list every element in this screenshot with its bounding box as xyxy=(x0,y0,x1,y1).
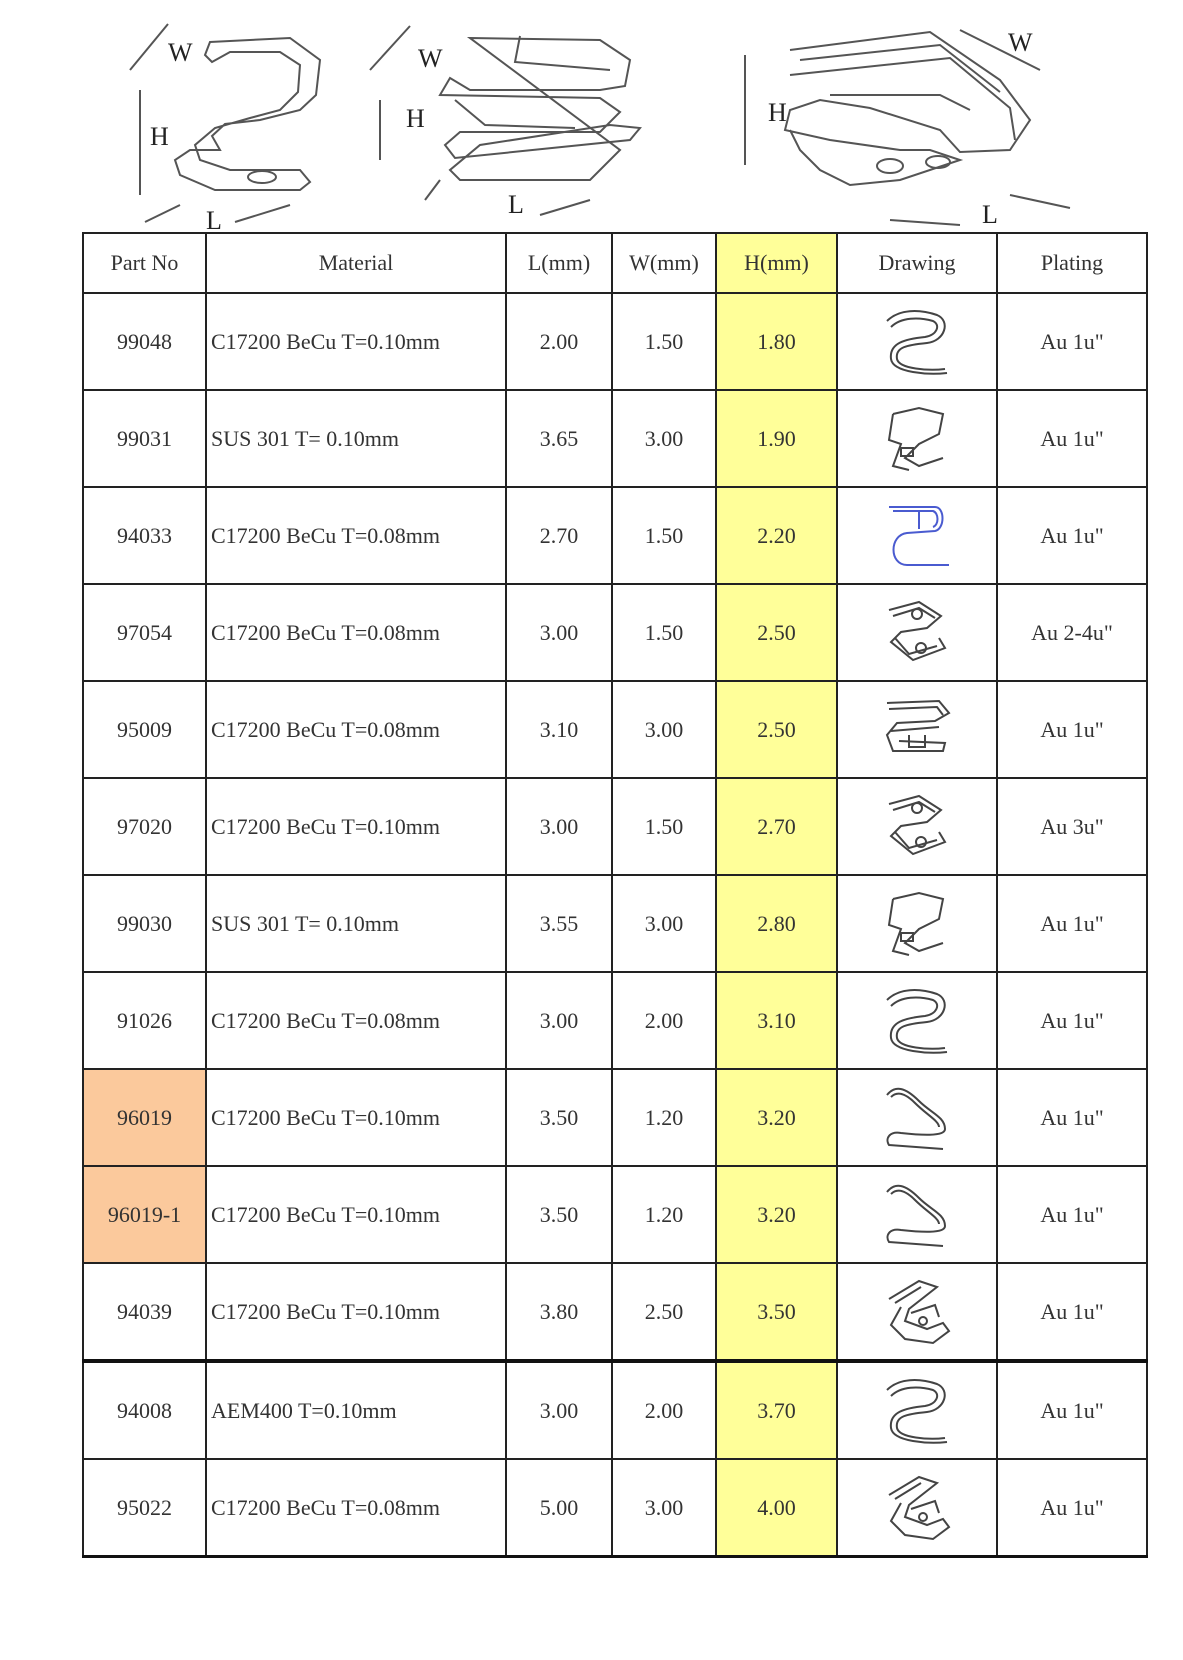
l-dimension-line-left xyxy=(145,205,180,222)
blue-s-spring-icon xyxy=(879,501,955,571)
width-cell: 1.50 xyxy=(612,584,716,681)
material-cell: C17200 BeCu T=0.08mm xyxy=(206,584,506,681)
dimension-diagram-art xyxy=(0,0,1183,230)
length-cell: 2.70 xyxy=(506,487,612,584)
length-cell: 3.00 xyxy=(506,778,612,875)
width-cell: 1.50 xyxy=(612,778,716,875)
part-no-cell: 96019 xyxy=(83,1069,206,1166)
wide-spring-icon xyxy=(879,695,955,765)
drawing-cell xyxy=(837,778,997,875)
table-header-row xyxy=(83,233,1147,293)
drawing-cell xyxy=(837,972,997,1069)
part-no-cell: 94008 xyxy=(83,1361,206,1459)
height-cell: 2.70 xyxy=(716,778,837,875)
drawing-cell xyxy=(837,390,997,487)
table-row xyxy=(83,972,1147,1069)
plating-cell: Au 1u" xyxy=(997,1263,1147,1361)
length-cell: 2.00 xyxy=(506,293,612,390)
clip-spring-icon xyxy=(879,889,955,959)
material-cell: SUS 301 T= 0.10mm xyxy=(206,390,506,487)
height-cell: 2.50 xyxy=(716,584,837,681)
plating-cell: Au 1u" xyxy=(997,875,1147,972)
part-no-cell: 94039 xyxy=(83,1263,206,1361)
diagram-3-h-label: H xyxy=(768,98,787,127)
material-cell: C17200 BeCu T=0.08mm xyxy=(206,972,506,1069)
l2-dimension-line-left xyxy=(425,180,440,200)
height-cell: 3.20 xyxy=(716,1069,837,1166)
table-row xyxy=(83,1361,1147,1459)
material-cell: C17200 BeCu T=0.08mm xyxy=(206,1459,506,1557)
tall-spring-icon xyxy=(879,1277,955,1347)
drawing-cell xyxy=(837,875,997,972)
s-spring-hole xyxy=(248,171,276,183)
part-no-cell: 96019-1 xyxy=(83,1166,206,1263)
width-cell: 2.00 xyxy=(612,972,716,1069)
table-row xyxy=(83,487,1147,584)
col-header-drawing: Drawing xyxy=(837,233,997,293)
length-cell: 3.00 xyxy=(506,1361,612,1459)
part-no-cell: 91026 xyxy=(83,972,206,1069)
width-cell: 2.00 xyxy=(612,1361,716,1459)
part-no-cell: 99030 xyxy=(83,875,206,972)
material-cell: C17200 BeCu T=0.10mm xyxy=(206,778,506,875)
length-cell: 3.50 xyxy=(506,1166,612,1263)
width-cell: 1.20 xyxy=(612,1166,716,1263)
col-header-part-no: Part No xyxy=(83,233,206,293)
table-row xyxy=(83,1459,1147,1557)
table-row xyxy=(83,875,1147,972)
box-spring-inner xyxy=(455,36,610,128)
material-cell: AEM400 T=0.10mm xyxy=(206,1361,506,1459)
width-cell: 3.00 xyxy=(612,681,716,778)
col-header-material: Material xyxy=(206,233,506,293)
height-cell: 4.00 xyxy=(716,1459,837,1557)
width-cell: 3.00 xyxy=(612,875,716,972)
flat-spring-hole-2 xyxy=(926,156,950,168)
length-cell: 3.00 xyxy=(506,972,612,1069)
diagram-1-l-label: L xyxy=(206,206,222,235)
plating-cell: Au 1u" xyxy=(997,390,1147,487)
diagram-2-w-label: W xyxy=(418,44,443,73)
length-cell: 3.80 xyxy=(506,1263,612,1361)
plating-cell: Au 1u" xyxy=(997,487,1147,584)
part-no-cell: 97020 xyxy=(83,778,206,875)
part-no-cell: 95022 xyxy=(83,1459,206,1557)
length-cell: 3.50 xyxy=(506,1069,612,1166)
tall-spring-icon xyxy=(879,1473,955,1543)
s-spring-outline xyxy=(175,38,320,190)
plating-cell: Au 3u" xyxy=(997,778,1147,875)
plating-cell: Au 1u" xyxy=(997,1069,1147,1166)
plating-cell: Au 1u" xyxy=(997,972,1147,1069)
height-cell: 2.20 xyxy=(716,487,837,584)
s-spring-icon xyxy=(879,1376,955,1446)
table-row xyxy=(83,1069,1147,1166)
drawing-cell xyxy=(837,1459,997,1557)
material-cell: C17200 BeCu T=0.10mm xyxy=(206,1166,506,1263)
length-cell: 3.10 xyxy=(506,681,612,778)
l2-dimension-line-right xyxy=(540,200,590,215)
flat-spring-ridges xyxy=(790,45,1015,140)
table-row xyxy=(83,293,1147,390)
plating-cell: Au 1u" xyxy=(997,1459,1147,1557)
col-header-l: L(mm) xyxy=(506,233,612,293)
length-cell: 3.65 xyxy=(506,390,612,487)
width-cell: 1.50 xyxy=(612,487,716,584)
table-row xyxy=(83,584,1147,681)
table-row xyxy=(83,681,1147,778)
l3-dimension-line-left xyxy=(890,220,960,225)
drawing-cell xyxy=(837,1069,997,1166)
width-cell: 1.20 xyxy=(612,1069,716,1166)
table-row xyxy=(83,1263,1147,1361)
spring-spec-table xyxy=(82,232,1148,1558)
height-cell: 1.80 xyxy=(716,293,837,390)
height-cell: 2.50 xyxy=(716,681,837,778)
w-dimension-line xyxy=(130,24,168,70)
length-cell: 3.00 xyxy=(506,584,612,681)
col-header-h: H(mm) xyxy=(716,233,837,293)
plating-cell: Au 1u" xyxy=(997,293,1147,390)
wire-spring-icon xyxy=(879,1180,955,1250)
table-row xyxy=(83,1166,1147,1263)
material-cell: SUS 301 T= 0.10mm xyxy=(206,875,506,972)
hole-spring-icon xyxy=(879,598,955,668)
drawing-cell xyxy=(837,1361,997,1459)
l-dimension-line-right xyxy=(235,205,290,222)
clip-spring-icon xyxy=(879,404,955,474)
col-header-plating: Plating xyxy=(997,233,1147,293)
height-cell: 3.70 xyxy=(716,1361,837,1459)
drawing-cell xyxy=(837,487,997,584)
plating-cell: Au 1u" xyxy=(997,681,1147,778)
drawing-cell xyxy=(837,1263,997,1361)
material-cell: C17200 BeCu T=0.08mm xyxy=(206,681,506,778)
part-no-cell: 94033 xyxy=(83,487,206,584)
height-cell: 2.80 xyxy=(716,875,837,972)
diagram-1-h-label: H xyxy=(150,122,169,151)
diagram-3-w-label: W xyxy=(1008,28,1033,57)
material-cell: C17200 BeCu T=0.10mm xyxy=(206,1263,506,1361)
diagram-1-w-label: W xyxy=(168,38,193,67)
s-spring-icon xyxy=(879,986,955,1056)
part-no-cell: 95009 xyxy=(83,681,206,778)
diagram-2-l-label: L xyxy=(508,190,524,219)
material-cell: C17200 BeCu T=0.10mm xyxy=(206,293,506,390)
part-no-cell: 97054 xyxy=(83,584,206,681)
material-cell: C17200 BeCu T=0.08mm xyxy=(206,487,506,584)
s-spring-icon xyxy=(879,307,955,377)
hole-spring-icon xyxy=(879,792,955,862)
flat-spring-outline xyxy=(785,32,1030,185)
w2-dimension-line xyxy=(370,26,410,70)
drawing-cell xyxy=(837,293,997,390)
drawing-cell xyxy=(837,681,997,778)
plating-cell: Au 1u" xyxy=(997,1361,1147,1459)
table-row xyxy=(83,390,1147,487)
box-spring-outline xyxy=(440,38,640,180)
height-cell: 3.10 xyxy=(716,972,837,1069)
width-cell: 1.50 xyxy=(612,293,716,390)
width-cell: 3.00 xyxy=(612,1459,716,1557)
width-cell: 2.50 xyxy=(612,1263,716,1361)
wire-spring-icon xyxy=(879,1083,955,1153)
length-cell: 3.55 xyxy=(506,875,612,972)
length-cell: 5.00 xyxy=(506,1459,612,1557)
material-cell: C17200 BeCu T=0.10mm xyxy=(206,1069,506,1166)
drawing-cell xyxy=(837,1166,997,1263)
part-no-cell: 99048 xyxy=(83,293,206,390)
table-row xyxy=(83,778,1147,875)
plating-cell: Au 1u" xyxy=(997,1166,1147,1263)
width-cell: 3.00 xyxy=(612,390,716,487)
part-no-cell: 99031 xyxy=(83,390,206,487)
plating-cell: Au 2-4u" xyxy=(997,584,1147,681)
height-cell: 3.20 xyxy=(716,1166,837,1263)
flat-spring-hole-1 xyxy=(877,159,903,173)
diagram-3-l-label: L xyxy=(982,200,998,229)
dimension-diagrams xyxy=(0,0,1183,235)
col-header-w: W(mm) xyxy=(612,233,716,293)
l3-dimension-line-right xyxy=(1010,195,1070,208)
height-cell: 3.50 xyxy=(716,1263,837,1361)
drawing-cell xyxy=(837,584,997,681)
height-cell: 1.90 xyxy=(716,390,837,487)
diagram-2-h-label: H xyxy=(406,104,425,133)
